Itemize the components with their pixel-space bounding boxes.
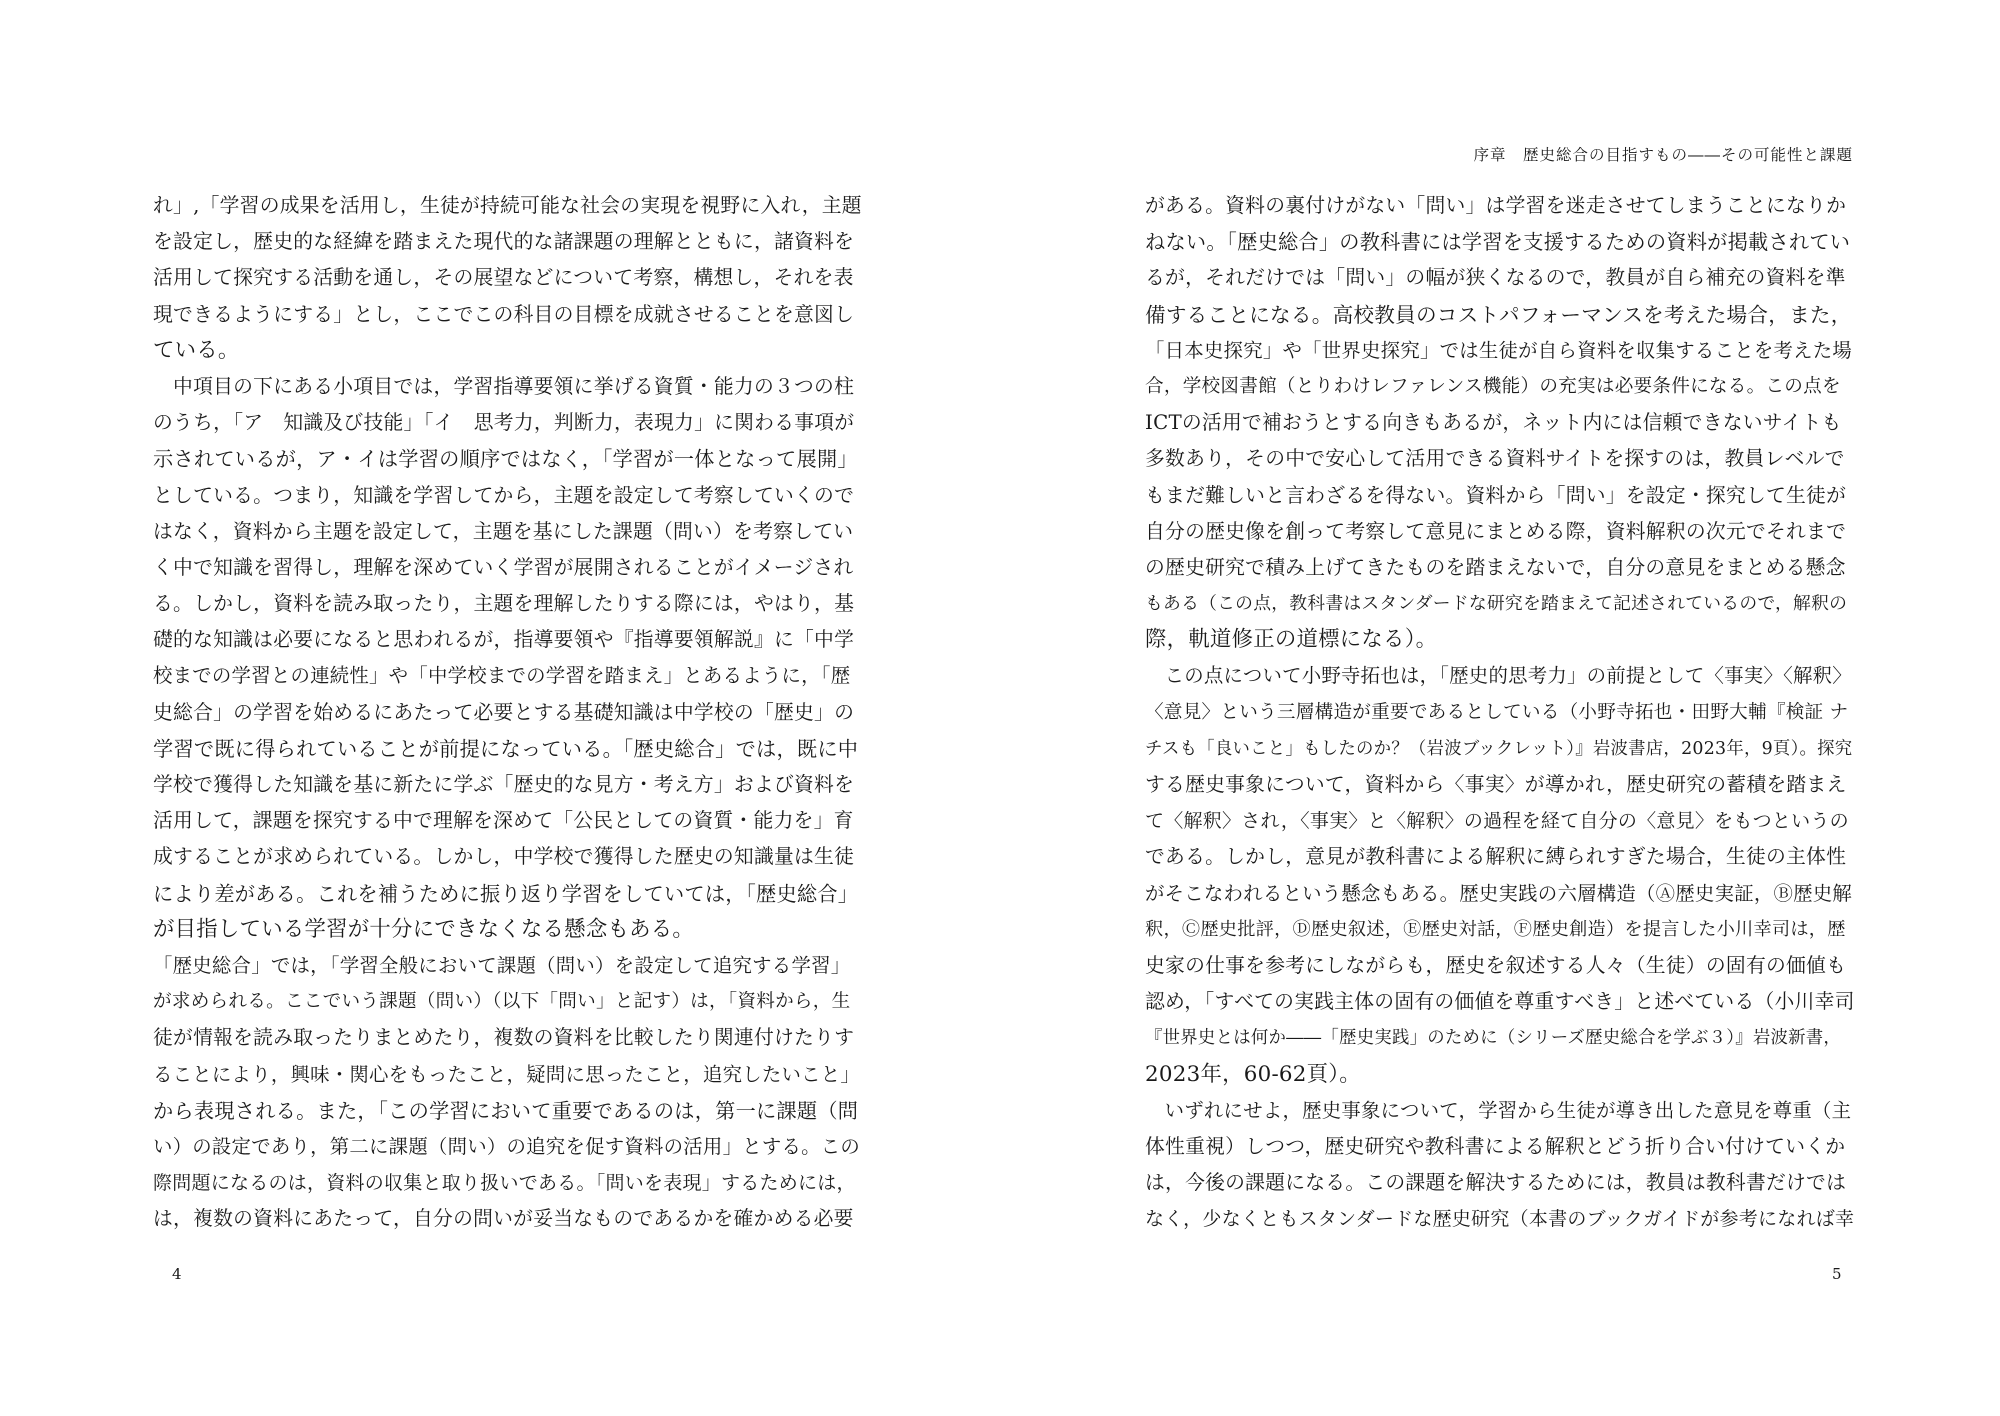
- text-line: もある（この点，教科書はスタンダードな研究を踏まえて記述されているので，解釈の: [1145, 593, 1848, 615]
- text-line: 『世界史とは何か――「歴史実践」のために（シリーズ歴史総合を学ぶ３）』岩波新書，: [1145, 1028, 1842, 1049]
- text-line: 〈意見〉という三層構造が重要であるとしている（小野寺拓也・田野大輔『検証 ナ: [1145, 701, 1849, 723]
- text-line: の歴史研究で積み上げてきたものを踏まえないで，自分の意見をまとめる懸念: [1145, 555, 1846, 579]
- text-line: いずれにせよ，歴史事象について，学習から生徒が導き出した意見を尊重（主: [1145, 1098, 1852, 1122]
- text-line: 礎的な知識は必要になると思われるが，指導要領や『指導要領解説』に「中学: [153, 628, 855, 652]
- text-line: るが，それだけでは「問い」の幅が狭くなるので，教員が自ら補充の資料を準: [1145, 266, 1846, 290]
- text-line: のうち，「ア 知識及び技能」「イ 思考力，判断力，表現力」に関わる事項が: [153, 411, 855, 435]
- text-line: 中項目の下にある小項目では，学習指導要領に挙げる資質・能力の３つの柱: [153, 374, 855, 398]
- text-line: 際，軌道修正の道標になる）。: [1145, 627, 1438, 653]
- text-line: 活用して，課題を探究する中で理解を深めて「公民としての資質・能力を」育: [153, 809, 854, 833]
- text-line: 多数あり，その中で安心して活用できる資料サイトを探すのは，教員レベルで: [1145, 447, 1845, 471]
- text-line: 「歴史総合」では，「学習全般において課題（問い）を設定して追究する学習」: [153, 953, 851, 977]
- text-line: する歴史事象について，資料から〈事実〉が導かれ，歴史研究の蓄積を踏まえ: [1145, 773, 1847, 796]
- text-line: 合，学校図書館（とりわけレファレンス機能）の充実は必要条件になる。この点を: [1145, 375, 1841, 397]
- running-head: 序章 歴史総合の目指すもの――その可能性と課題: [1473, 146, 1853, 164]
- text-line: が目指している学習が十分にできなくなる懸念もある。: [153, 916, 695, 942]
- text-line: がある。資料の裏付けがない「問い」は学習を迷走させてしまうことになりか: [1145, 194, 1847, 217]
- text-line: 際問題になるのは，資料の収集と取り扱いである。「問いを表現」するためには，: [153, 1172, 856, 1195]
- text-line: 自分の歴史像を創って考察して意見にまとめる際，資料解釈の次元でそれまで: [1145, 519, 1847, 543]
- text-line: は，今後の課題になる。この課題を解決するためには，教員は教科書だけでは: [1145, 1171, 1847, 1195]
- text-line: なく，少なくともスタンダードな歴史研究（本書のブックガイドが参考になれば幸: [1145, 1208, 1855, 1231]
- text-line: ねない。「歴史総合」の教科書には学習を支援するための資料が掲載されてい: [1145, 230, 1851, 255]
- text-line: もまだ難しいと言わざるを得ない。資料から「問い」を設定・探究して生徒が: [1145, 483, 1847, 507]
- page-number: 4: [172, 1265, 182, 1283]
- text-line: 現できるようにする」とし，ここでこの科目の目標を成就させることを意図し: [153, 302, 855, 326]
- text-line: ている。: [153, 337, 240, 363]
- text-line: 学校で獲得した知識を基に新たに学ぶ「歴史的な見方・考え方」および資料を: [153, 773, 855, 796]
- text-line: て〈解釈〉され，〈事実〉と〈解釈〉の過程を経て自分の〈意見〉をもつというの: [1145, 810, 1849, 833]
- text-line: る。しかし，資料を読み取ったり，主題を理解したりする際には，やはり，基: [153, 592, 855, 616]
- text-line: い）の設定であり，第二に課題（問い）の追究を促す資料の活用」とする。この: [153, 1134, 861, 1158]
- text-line: である。しかし，意見が教科書による解釈に縛られすぎた場合，生徒の主体性: [1145, 845, 1847, 869]
- text-line: はなく，資料から主題を設定して，主題を基にした課題（問い）を考察してい: [153, 519, 854, 543]
- left-body-text: [153, 188, 863, 1237]
- text-line: から表現される。また，「この学習において重要であるのは，第一に課題（問: [153, 1098, 859, 1123]
- text-line: を設定し，歴史的な経緯を踏まえた現代的な諸課題の理解とともに，諸資料を: [153, 230, 855, 254]
- text-line: 学習で既に得られていることが前提になっている。「歴史総合」では，既に中: [153, 736, 859, 761]
- text-line: がそこなわれるという懸念もある。歴史実践の六層構造（Ⓐ歴史実証，Ⓑ歴史解: [1145, 881, 1853, 905]
- text-line: 認め，「すべての実践主体の固有の価値を尊重すべき」と述べている（小川幸司: [1145, 990, 1855, 1014]
- text-line: れ」,「学習の成果を活用し，生徒が持続可能な社会の実現を視野に入れ，主題: [153, 194, 862, 217]
- text-line: 2023年，60-62頁）。: [1145, 1061, 1361, 1087]
- text-line: ることにより，興味・関心をもったこと，疑問に思ったこと，追究したいこと」: [153, 1062, 861, 1086]
- text-line: 示されているが，ア・イは学習の順序ではなく，「学習が一体となって展開」: [153, 447, 858, 472]
- text-line: は，複数の資料にあたって，自分の問いが妥当なものであるかを確かめる必要: [153, 1207, 854, 1231]
- text-line: 活用して探究する活動を通し，その展望などについて考察，構想し，それを表: [153, 266, 854, 290]
- text-line: 備することになる。高校教員のコストパフォーマンスを考えた場合，また，: [1145, 302, 1852, 327]
- text-line: 体性重視）しつつ，歴史研究や教科書による解釈とどう折り合い付けていくか: [1145, 1134, 1846, 1158]
- text-line: 史家の仕事を参考にしながらも，歴史を叙述する人々（生徒）の固有の価値も: [1145, 953, 1847, 977]
- text-line: 「日本史探究」や「世界史探究」では生徒が自ら資料を収集することを考えた場: [1145, 338, 1853, 362]
- text-line: 成することが求められている。しかし，中学校で獲得した歴史の知識量は生徒: [153, 845, 855, 869]
- text-line: により差がある。これを補うために振り返り学習をしていては，「歴史総合」: [153, 881, 859, 906]
- page-number: 5: [1832, 1265, 1842, 1283]
- text-line: ICTの活用で補おうとする向きもあるが，ネット内には信頼できないサイトも: [1145, 411, 1842, 435]
- text-line: チスも「良いこと」もしたのか？（岩波ブックレット）』岩波書店，2023年，9頁）。探究: [1145, 738, 1853, 759]
- right-page: [1000, 0, 2000, 1416]
- text-line: く中で知識を習得し，理解を深めていく学習が展開されることがイメージされ: [153, 555, 854, 579]
- text-line: 釈，Ⓒ歴史批評，Ⓓ歴史叙述，Ⓔ歴史対話，Ⓕ歴史創造）を提言した小川幸司は，歴: [1145, 918, 1846, 940]
- text-line: が求められる。ここでいう課題（問い）（以下「問い」と記す）は，「資料から，生: [153, 991, 851, 1013]
- text-line: この点について小野寺拓也は，「歴史的思考力」の前提として〈事実〉〈解釈〉: [1145, 664, 1852, 688]
- text-line: 徒が情報を読み取ったりまとめたり，複数の資料を比較したり関連付けたりす: [153, 1026, 855, 1050]
- right-body-text: [1145, 188, 1855, 1237]
- text-line: 史総合」の学習を始めるにあたって必要とする基礎知識は中学校の「歴史」の: [153, 700, 855, 724]
- text-line: としている。つまり，知識を学習してから，主題を設定して考察していくので: [153, 483, 855, 507]
- text-line: 校までの学習との連続性」や「中学校までの学習を踏まえ」とあるように，「歴: [153, 664, 851, 688]
